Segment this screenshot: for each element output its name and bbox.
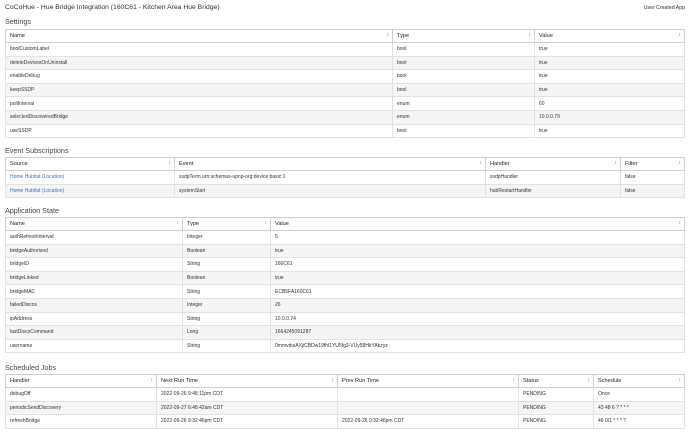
table-row — [6, 83, 685, 97]
table-cell: false — [621, 184, 685, 198]
table-row — [6, 43, 685, 57]
jobs-column-header[interactable] — [594, 375, 685, 388]
column-header-label: Source — [10, 161, 28, 167]
state-column-header[interactable] — [271, 218, 685, 231]
table-cell: bridgeID — [6, 258, 183, 272]
app-type-label: User Created App — [643, 5, 685, 11]
table-cell: bridgeAuthorized — [6, 244, 183, 258]
table-cell: String — [183, 339, 271, 353]
table-row — [6, 171, 685, 185]
table-cell — [6, 171, 175, 185]
table-row — [6, 326, 685, 340]
settings-column-header[interactable] — [393, 30, 535, 43]
table-row — [6, 56, 685, 70]
table-cell: pollInterval — [6, 97, 393, 111]
table-cell: true — [535, 83, 685, 97]
table-row — [6, 124, 685, 138]
table-cell: 10.0.0.79 — [535, 110, 685, 124]
table-cell: 26 — [271, 298, 685, 312]
column-header-label: Event — [179, 161, 194, 167]
settings-column-header[interactable] — [6, 30, 393, 43]
column-header-label: Name — [10, 221, 25, 227]
jobs-column-header[interactable] — [519, 375, 594, 388]
table-cell: true — [535, 43, 685, 57]
settings-table — [5, 29, 685, 138]
table-row — [6, 388, 685, 402]
table-row — [6, 97, 685, 111]
table-cell: periodicSendDiscovery — [6, 401, 157, 415]
sort-icon[interactable]: ↕ — [587, 377, 590, 383]
table-cell: true — [535, 70, 685, 84]
table-cell: 10.0.0.74 — [271, 312, 685, 326]
events-column-header[interactable] — [486, 158, 621, 171]
table-cell: Boolean — [183, 244, 271, 258]
table-cell: 43 48 6 ? * * * — [594, 401, 685, 415]
table-cell: authRefreshInterval — [6, 231, 183, 245]
table-row — [6, 258, 685, 272]
table-cell: bridgeMAC — [6, 285, 183, 299]
sort-icon[interactable]: ↕ — [264, 220, 267, 226]
table-cell: bool — [393, 124, 535, 138]
sort-icon[interactable]: ↕ — [479, 160, 482, 166]
column-header-label: Prev Run Time — [342, 378, 379, 384]
table-cell: true — [271, 244, 685, 258]
table-cell: Integer — [183, 231, 271, 245]
sort-icon[interactable]: ↕ — [678, 220, 681, 226]
table-row — [6, 231, 685, 245]
jobs-table — [5, 374, 685, 429]
table-cell: ssdpTerm.urn:schemas-upnp-org:device:basic:1 — [175, 171, 486, 185]
source-location-link[interactable]: Home Hubitat (Location) — [10, 174, 65, 181]
events-column-header[interactable] — [6, 158, 175, 171]
table-cell: Integer — [183, 298, 271, 312]
table-cell — [338, 388, 519, 402]
table-cell: enum — [393, 110, 535, 124]
sort-icon[interactable]: ↕ — [168, 160, 171, 166]
jobs-column-header[interactable] — [338, 375, 519, 388]
table-cell: boolCustomLabel — [6, 43, 393, 57]
table-row — [6, 110, 685, 124]
events-body — [6, 171, 685, 198]
table-cell: lastDiscoCommand — [6, 326, 183, 340]
table-cell: Boolean — [183, 271, 271, 285]
table-cell: selectedDiscoveredBridge — [6, 110, 393, 124]
table-cell: failedDiscos — [6, 298, 183, 312]
column-header-label: Value — [275, 221, 289, 227]
events-section-title: Event Subscriptions — [5, 146, 69, 155]
column-header-label: Type — [187, 221, 200, 227]
sort-icon[interactable]: ↕ — [614, 160, 617, 166]
column-header-label: Next Run Time — [161, 378, 198, 384]
column-header-label: Handler — [490, 161, 510, 167]
table-cell — [338, 401, 519, 415]
events-table — [5, 157, 685, 198]
source-location-link[interactable]: Home Hubitat (Location) — [10, 187, 65, 194]
state-header-row — [6, 218, 685, 231]
table-row — [6, 339, 685, 353]
table-cell: true — [271, 271, 685, 285]
jobs-header-row — [6, 375, 685, 388]
column-header-label: Name — [10, 33, 25, 39]
column-header-label: Schedule — [598, 378, 622, 384]
settings-header-row — [6, 30, 685, 43]
column-header-label: Filter — [625, 161, 638, 167]
sort-icon[interactable]: ↕ — [176, 220, 179, 226]
table-cell: ipAddress — [6, 312, 183, 326]
table-row — [6, 184, 685, 198]
table-row — [6, 312, 685, 326]
events-column-header[interactable] — [175, 158, 486, 171]
table-cell: ssdpHandler — [486, 171, 621, 185]
table-cell: false — [621, 171, 685, 185]
column-header-label: Handler — [10, 378, 30, 384]
state-column-header[interactable] — [6, 218, 183, 231]
settings-section-title: Settings — [5, 17, 31, 26]
table-cell: bool — [393, 70, 535, 84]
sort-icon[interactable]: ↕ — [331, 377, 334, 383]
table-cell: enum — [393, 97, 535, 111]
sort-icon[interactable]: ↕ — [528, 32, 531, 38]
table-cell: refreshBridge — [6, 415, 157, 429]
table-cell: ECB5FA160C61 — [271, 285, 685, 299]
jobs-column-header[interactable] — [157, 375, 338, 388]
table-cell: systemStart — [175, 184, 486, 198]
table-cell: String — [183, 312, 271, 326]
table-cell: PENDING — [519, 415, 594, 429]
table-cell: username — [6, 339, 183, 353]
events-header-row — [6, 158, 685, 171]
table-cell: enableDebug — [6, 70, 393, 84]
table-cell: true — [535, 56, 685, 70]
sort-icon[interactable]: ↕ — [678, 160, 681, 166]
table-cell: deleteDevicesOnUninstall — [6, 56, 393, 70]
sort-icon[interactable]: ↕ — [678, 377, 681, 383]
table-cell: Long — [183, 326, 271, 340]
jobs-body — [6, 388, 685, 429]
table-cell: bool — [393, 56, 535, 70]
state-section-title: Application State — [5, 206, 59, 215]
state-table — [5, 217, 685, 353]
sort-icon[interactable]: ↕ — [678, 32, 681, 38]
table-row — [6, 70, 685, 84]
table-cell: 1664245091287 — [271, 326, 685, 340]
table-cell: 60 — [535, 97, 685, 111]
jobs-section-title: Scheduled Jobs — [5, 363, 57, 372]
table-row — [6, 415, 685, 429]
table-cell: keepSSDP — [6, 83, 393, 97]
state-column-header[interactable] — [183, 218, 271, 231]
table-cell: PENDING — [519, 388, 594, 402]
table-cell: 2022-09-27 6:48:42am CDT — [157, 401, 338, 415]
sort-icon[interactable]: ↕ — [150, 377, 153, 383]
table-cell: String — [183, 258, 271, 272]
table-cell: PENDING — [519, 401, 594, 415]
table-cell: bridgeLinked — [6, 271, 183, 285]
sort-icon[interactable]: ↕ — [386, 32, 389, 38]
jobs-column-header[interactable] — [6, 375, 157, 388]
sort-icon[interactable]: ↕ — [512, 377, 515, 383]
settings-column-header[interactable] — [535, 30, 685, 43]
table-cell: 2022-09-26 9:48:11pm CDT — [157, 388, 338, 402]
table-cell: 5 — [271, 231, 685, 245]
table-cell: 0mmvduiAXjiCBDw19fhl1YU5fg3-VUy58HkYAkzyz — [271, 339, 685, 353]
events-column-header[interactable] — [621, 158, 685, 171]
table-row — [6, 271, 685, 285]
table-cell: 160C61 — [271, 258, 685, 272]
page-title: CoCoHue - Hue Bridge Integration (160C61 - Kitchen Area Hue Bridge) — [5, 4, 220, 11]
table-cell: 2022-09-26 9:32:46pm CDT — [338, 415, 519, 429]
table-cell: useSSDP — [6, 124, 393, 138]
settings-body — [6, 43, 685, 138]
column-header-label: Value — [539, 33, 553, 39]
table-row — [6, 244, 685, 258]
table-cell: 46 0/1 * * * ? — [594, 415, 685, 429]
table-cell: Once — [594, 388, 685, 402]
table-cell: bool — [393, 43, 535, 57]
table-cell — [6, 184, 175, 198]
table-cell: 2022-09-26 9:32:46pm CDT — [157, 415, 338, 429]
column-header-label: Status — [523, 378, 539, 384]
state-body — [6, 231, 685, 353]
column-header-label: Type — [397, 33, 410, 39]
table-row — [6, 285, 685, 299]
table-cell: hubRestartHandler — [486, 184, 621, 198]
table-cell: true — [535, 124, 685, 138]
table-cell: bool — [393, 83, 535, 97]
table-row — [6, 298, 685, 312]
table-cell: String — [183, 285, 271, 299]
table-cell: debugOff — [6, 388, 157, 402]
table-row — [6, 401, 685, 415]
